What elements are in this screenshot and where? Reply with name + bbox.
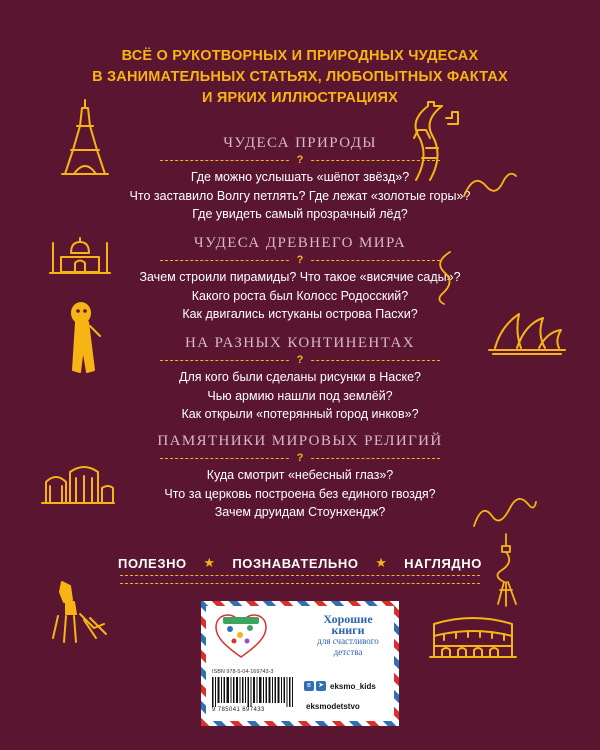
feature-useful: ПОЛЕЗНО xyxy=(118,555,187,571)
taj-mahal-icon xyxy=(49,235,111,275)
section-divider xyxy=(160,354,440,366)
section-divider xyxy=(160,154,440,166)
star-icon: ★ xyxy=(203,555,216,570)
sydney-opera-house-icon xyxy=(487,308,567,358)
question-item: Чью армию нашли под землёй? xyxy=(207,388,393,403)
headline-line-2: В ЗАНИМАТЕЛЬНЫХ СТАТЬЯХ, ЛЮБОПЫТНЫХ ФАКТАХ xyxy=(92,69,508,85)
headline-line-1: ВСЁ О РУКОТВОРНЫХ И ПРИРОДНЫХ ЧУДЕСАХ xyxy=(121,48,479,64)
slogan-line: детства xyxy=(333,647,363,657)
section-title: ПАМЯТНИКИ МИРОВЫХ РЕЛИГИЙ xyxy=(157,433,443,449)
feature-educational: ПОЗНАВАТЕЛЬНО xyxy=(232,555,359,571)
colosseum-icon xyxy=(428,610,518,660)
slogan-line: книги xyxy=(331,623,365,637)
heart-logo-icon xyxy=(214,613,268,659)
question-item: Что заставило Волгу петлять? Где лежат «золотые горы»? xyxy=(129,188,471,203)
question-item: Какого роста был Колосс Родосский? xyxy=(191,288,409,303)
question-item: Что за церковь построена без единого гвоздя? xyxy=(164,486,436,501)
section-divider xyxy=(160,254,440,266)
question-item: Зачем строили пирамиды? Что такое «висячие сады»? xyxy=(139,270,461,284)
barcode-icon xyxy=(212,677,294,707)
headline-line-3: И ЯРКИХ ИЛЛЮСТРАЦИЯХ xyxy=(202,90,398,106)
swirl-decoration xyxy=(460,168,520,202)
question-item: Зачем друидам Стоунхендж? xyxy=(214,505,386,519)
rope-ribbon-icon xyxy=(488,532,528,607)
publisher-sticker xyxy=(201,601,399,726)
slogan-line: Хорошие xyxy=(323,612,373,626)
social-handle: eksmo_kids xyxy=(330,681,376,691)
slogan-line: для счастливого xyxy=(317,636,379,646)
section-title: ЧУДЕСА ПРИРОДЫ xyxy=(223,135,377,151)
question-item: Куда смотрит «небесный глаз»? xyxy=(206,468,394,482)
question-item: Где можно услышать «шёпот звёзд»? xyxy=(190,170,410,184)
question-mark-icon: ? xyxy=(291,451,310,465)
publisher-slogan xyxy=(302,614,394,658)
question-item: Где увидеть самый прозрачный лёд? xyxy=(192,207,408,221)
question-mark-icon: ? xyxy=(291,253,310,267)
section-continents xyxy=(100,333,500,424)
temple-ruins-icon xyxy=(40,462,115,504)
section-title: ЧУДЕСА ДРЕВНЕГО МИРА xyxy=(193,235,407,251)
eiffel-tower-icon xyxy=(60,98,110,178)
question-item: Как двигались истуканы острова Пасхи? xyxy=(182,307,418,321)
section-divider xyxy=(160,452,440,464)
barcode-number: 9 785041 697433 xyxy=(212,707,265,713)
star-icon: ★ xyxy=(375,555,388,570)
features-divider xyxy=(120,575,480,584)
question-mark-icon: ? xyxy=(291,353,310,367)
social-row xyxy=(304,681,376,691)
isbn-label: ISBN 978-5-04-169743-3 xyxy=(212,669,274,675)
publisher-site: eksmodetstvo xyxy=(306,702,360,711)
question-mark-icon: ? xyxy=(291,153,310,167)
squiggle-decoration xyxy=(470,492,540,532)
features-row xyxy=(118,555,482,571)
section-religious-monuments xyxy=(100,431,500,522)
telegram-icon: ➤ xyxy=(316,681,326,691)
question-item: Для кого были сделаны рисунки в Наске? xyxy=(179,370,421,384)
hand-sculpture-icon xyxy=(50,580,110,650)
easter-island-statue-icon xyxy=(63,300,105,382)
vk-icon: в xyxy=(304,681,314,691)
question-item: Как открыли «потерянный город инков»? xyxy=(181,407,419,421)
curl-decoration xyxy=(430,248,470,308)
section-title: НА РАЗНЫХ КОНТИНЕНТАХ xyxy=(185,335,415,351)
feature-visual: НАГЛЯДНО xyxy=(404,555,482,571)
